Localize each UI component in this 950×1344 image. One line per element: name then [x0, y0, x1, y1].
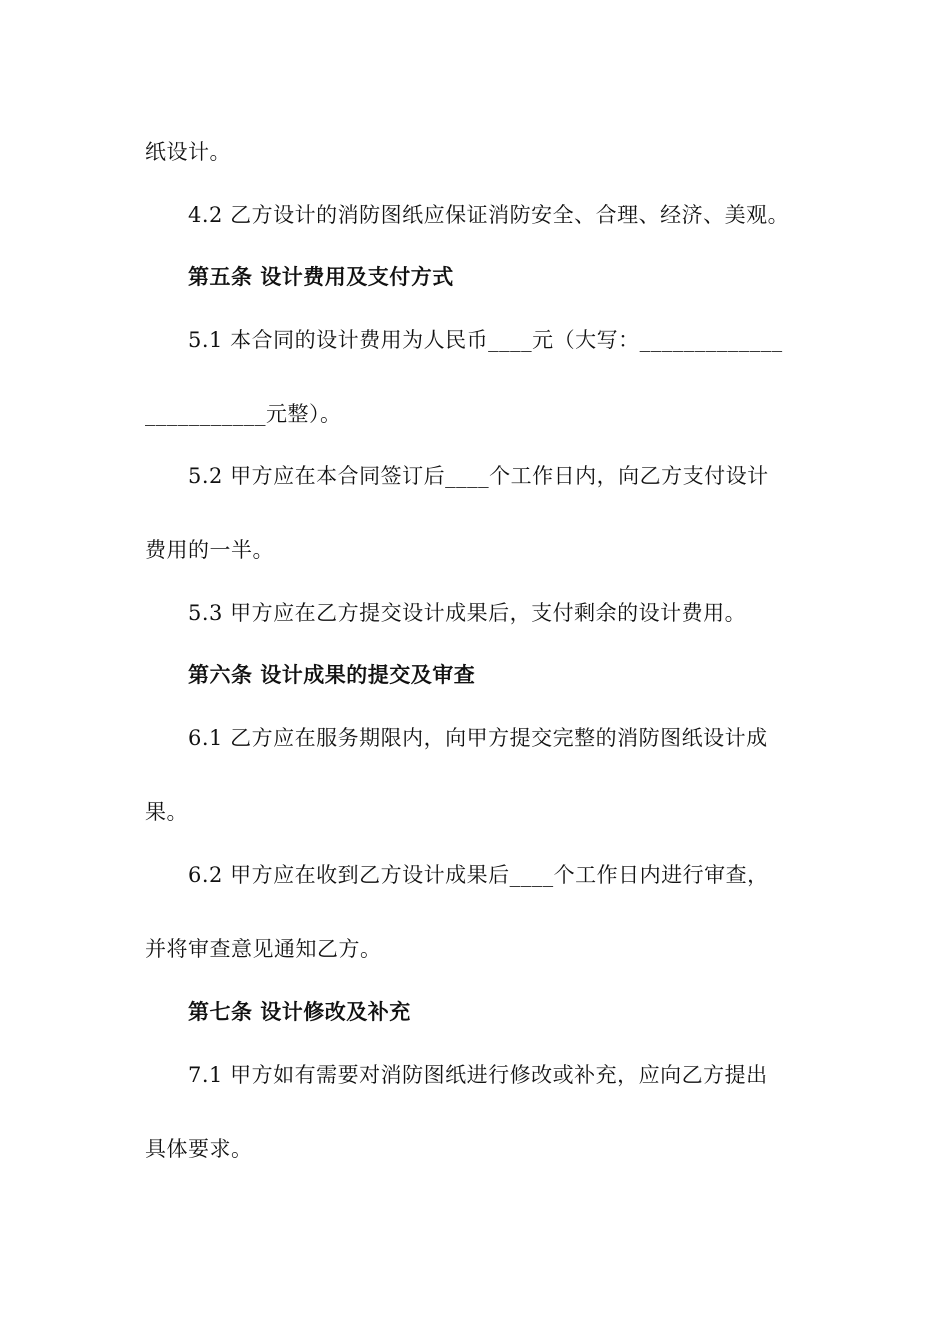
- clause-6-2-continuation: 并将审查意见通知乙方。: [145, 937, 382, 961]
- clause-5-3: 5.3 甲方应在乙方提交设计成果后，支付剩余的设计费用。: [188, 601, 747, 625]
- article-5-heading: 第五条 设计费用及支付方式: [188, 265, 454, 289]
- article-6-heading: 第六条 设计成果的提交及审查: [188, 663, 476, 687]
- clause-5-1: 5.1 本合同的设计费用为人民币____元（大写：_____________: [188, 328, 783, 352]
- clause-5-1-continuation: ___________元整）。: [145, 402, 342, 426]
- clause-7-1: 7.1 甲方如有需要对消防图纸进行修改或补充，应向乙方提出: [188, 1063, 768, 1087]
- clause-5-2-continuation: 费用的一半。: [145, 538, 274, 562]
- paragraph-continuation: 纸设计。: [145, 140, 231, 164]
- clause-6-1-continuation: 果。: [145, 800, 188, 824]
- clause-6-1: 6.1 乙方应在服务期限内，向甲方提交完整的消防图纸设计成: [188, 726, 768, 750]
- article-7-heading: 第七条 设计修改及补充: [188, 1000, 411, 1024]
- clause-4-2: 4.2 乙方设计的消防图纸应保证消防安全、合理、经济、美观。: [188, 203, 790, 227]
- clause-6-2: 6.2 甲方应在收到乙方设计成果后____个工作日内进行审查，: [188, 863, 769, 887]
- clause-7-1-continuation: 具体要求。: [145, 1137, 253, 1161]
- clause-5-2: 5.2 甲方应在本合同签订后____个工作日内，向乙方支付设计: [188, 464, 769, 488]
